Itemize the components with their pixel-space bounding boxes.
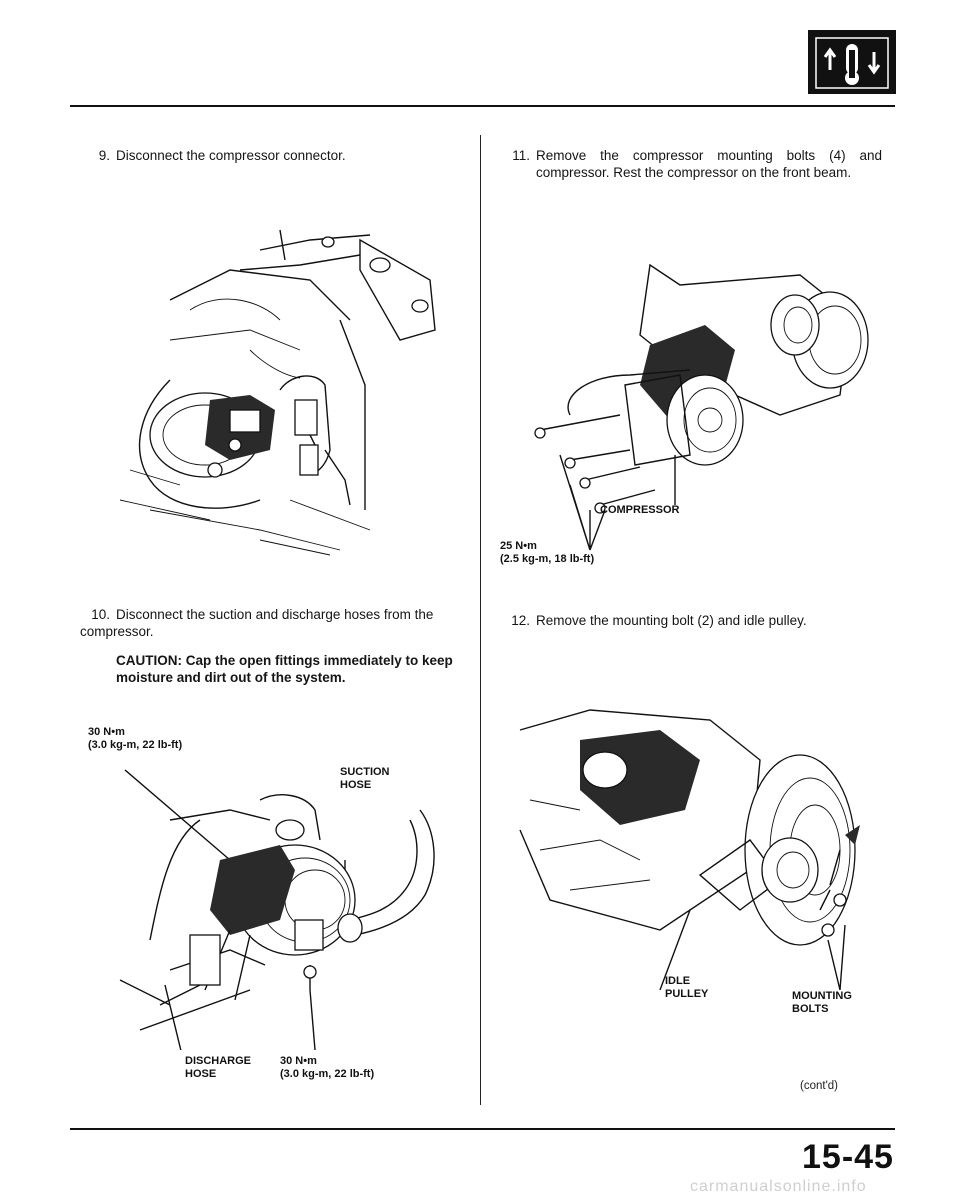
figure-compressor-removal: [530, 255, 880, 555]
figure-compressor-connector: [110, 210, 450, 560]
step-9-number: 9.: [98, 148, 110, 163]
step-12: [500, 612, 882, 629]
step-11-number: 11.: [512, 148, 530, 163]
step-12-text: Remove the mounting bolt (2) and idle pulley.: [536, 613, 807, 628]
figure-suction-discharge-hoses: [110, 750, 450, 1050]
torque-label-top: 30 N•m (3.0 kg-m, 22 lb-ft): [88, 726, 183, 751]
torque-label-bottom: 30 N•m (3.0 kg-m, 22 lb-ft): [280, 1055, 375, 1080]
idle-pulley-label: IDLE PULLEY: [665, 975, 709, 1000]
step-9-text: Disconnect the compressor connector.: [116, 148, 346, 163]
footer-rule: [70, 1128, 895, 1130]
step-10-text: Disconnect the suction and discharge hoses from the compressor.: [80, 607, 434, 639]
step-11-text: Remove the compressor mounting bolts (4) and compressor. Rest the compressor on the front beam.: [536, 148, 882, 180]
column-divider: [480, 135, 481, 1105]
mounting-bolts-label: MOUNTING BOLTS: [792, 990, 852, 1015]
step-10: [80, 606, 460, 686]
page-number: 15-45: [802, 1138, 894, 1176]
step-12-number: 12.: [511, 613, 530, 628]
ac-thermometer-icon: [808, 30, 896, 94]
continued-note: (cont'd): [800, 1080, 838, 1092]
step-11: [500, 147, 882, 181]
torque-label-compressor: 25 N•m (2.5 kg-m, 18 lb-ft): [500, 540, 595, 565]
watermark: carmanualsonline.info: [690, 1178, 867, 1195]
suction-hose-label: SUCTION HOSE: [340, 766, 390, 791]
compressor-label: COMPRESSOR: [600, 504, 680, 516]
caution-note: CAUTION: Cap the open fittings immediately to keep moisture and dirt out of the system.: [116, 653, 453, 685]
step-9: [80, 147, 460, 164]
header-rule: [70, 105, 895, 107]
discharge-hose-label: DISCHARGE HOSE: [185, 1055, 252, 1080]
step-10-number: 10.: [91, 607, 110, 622]
figure-idle-pulley: [510, 700, 880, 990]
